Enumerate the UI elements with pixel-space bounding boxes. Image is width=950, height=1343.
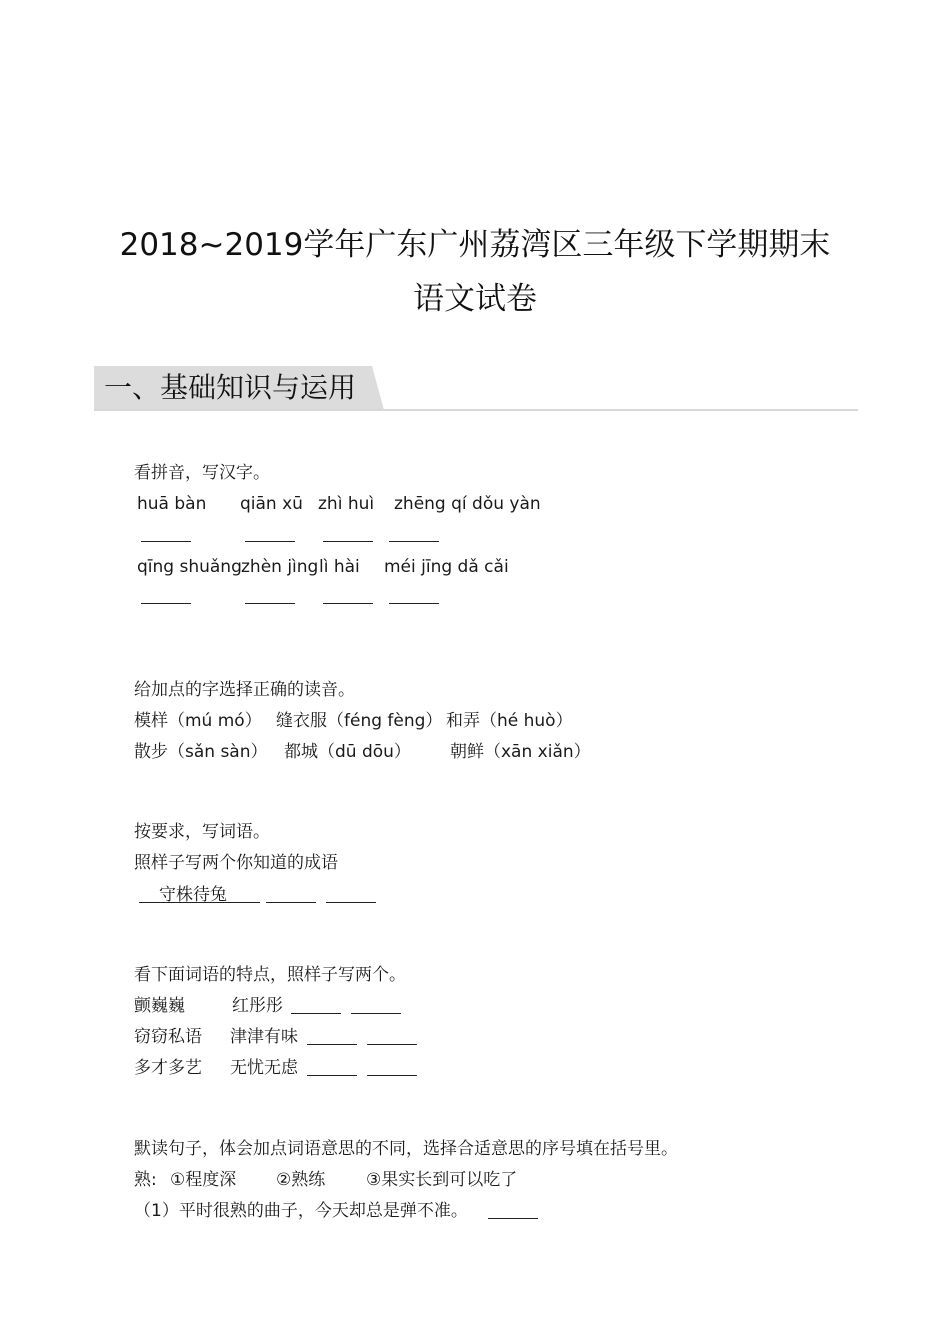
answer-blank[interactable] <box>389 603 439 604</box>
answer-blank[interactable] <box>245 541 295 542</box>
reading-choice: 朝鲜（xān xiǎn） <box>450 742 591 762</box>
options-label: 熟: <box>134 1170 157 1190</box>
pattern-word: 津津有味 <box>230 1027 298 1047</box>
answer-blank[interactable] <box>245 603 295 604</box>
pinyin-item: zhì huì <box>318 494 375 514</box>
answer-blank[interactable] <box>323 603 373 604</box>
pinyin-item: zhèn jìng <box>241 557 319 577</box>
pinyin-item: huā bàn <box>137 494 207 514</box>
example-underline <box>139 902 260 903</box>
pattern-word: 颤巍巍 <box>134 996 185 1016</box>
document-title-line2: 语文试卷 <box>413 281 537 317</box>
answer-blank[interactable] <box>367 1075 417 1076</box>
q5-instruction: 默读句子，体会加点词语意思的不同，选择合适意思的序号填在括号里。 <box>134 1139 678 1159</box>
section-header <box>94 366 858 412</box>
pinyin-item: qīng shuǎng <box>137 557 242 577</box>
answer-blank[interactable] <box>488 1218 538 1219</box>
q3-subinstruction: 照样子写两个你知道的成语 <box>134 853 338 873</box>
reading-choice: 和弄（hé huò） <box>446 711 573 731</box>
q2-instruction: 给加点的字选择正确的读音。 <box>134 680 355 700</box>
reading-choice: 都城（dū dōu） <box>284 742 411 762</box>
pattern-word: 红彤彤 <box>232 996 283 1016</box>
answer-blank[interactable] <box>351 1013 401 1014</box>
answer-blank[interactable] <box>367 1044 417 1045</box>
answer-blank[interactable] <box>323 541 373 542</box>
pinyin-item: lì hài <box>319 557 360 577</box>
section-title: 一、基础知识与运用 <box>104 371 357 404</box>
answer-blank[interactable] <box>141 541 191 542</box>
reading-choice: 模样（mú mó） <box>134 711 262 731</box>
reading-choice: 散步（sǎn sàn） <box>134 742 268 762</box>
answer-blank[interactable] <box>266 902 316 903</box>
answer-blank[interactable] <box>307 1075 357 1076</box>
answer-blank[interactable] <box>141 603 191 604</box>
pinyin-item: méi jīng dǎ cǎi <box>384 557 509 577</box>
reading-choice: 缝衣服（féng fèng） <box>276 711 443 731</box>
answer-blank[interactable] <box>326 902 376 903</box>
meaning-option: ③果实长到可以吃了 <box>366 1170 518 1190</box>
meaning-option: ①程度深 <box>170 1170 237 1190</box>
q5-sentence: （1）平时很熟的曲子，今天却总是弹不准。 <box>134 1201 468 1221</box>
answer-blank[interactable] <box>389 541 439 542</box>
pinyin-item: zhēng qí dǒu yàn <box>394 494 541 514</box>
answer-blank[interactable] <box>291 1013 341 1014</box>
answer-blank[interactable] <box>307 1044 357 1045</box>
example-idiom: 守株待兔 <box>159 885 227 905</box>
q3-instruction: 按要求，写词语。 <box>134 822 270 842</box>
pinyin-item: qiān xū <box>240 494 303 514</box>
meaning-option: ②熟练 <box>276 1170 326 1190</box>
q4-instruction: 看下面词语的特点，照样子写两个。 <box>134 965 406 985</box>
pattern-word: 多才多艺 <box>134 1058 202 1078</box>
document-title-line1: 2018~2019学年广东广州荔湾区三年级下学期期末 <box>119 227 831 263</box>
q1-instruction: 看拼音，写汉字。 <box>134 463 270 483</box>
pattern-word: 无忧无虑 <box>230 1058 298 1078</box>
pattern-word: 窃窃私语 <box>134 1027 202 1047</box>
